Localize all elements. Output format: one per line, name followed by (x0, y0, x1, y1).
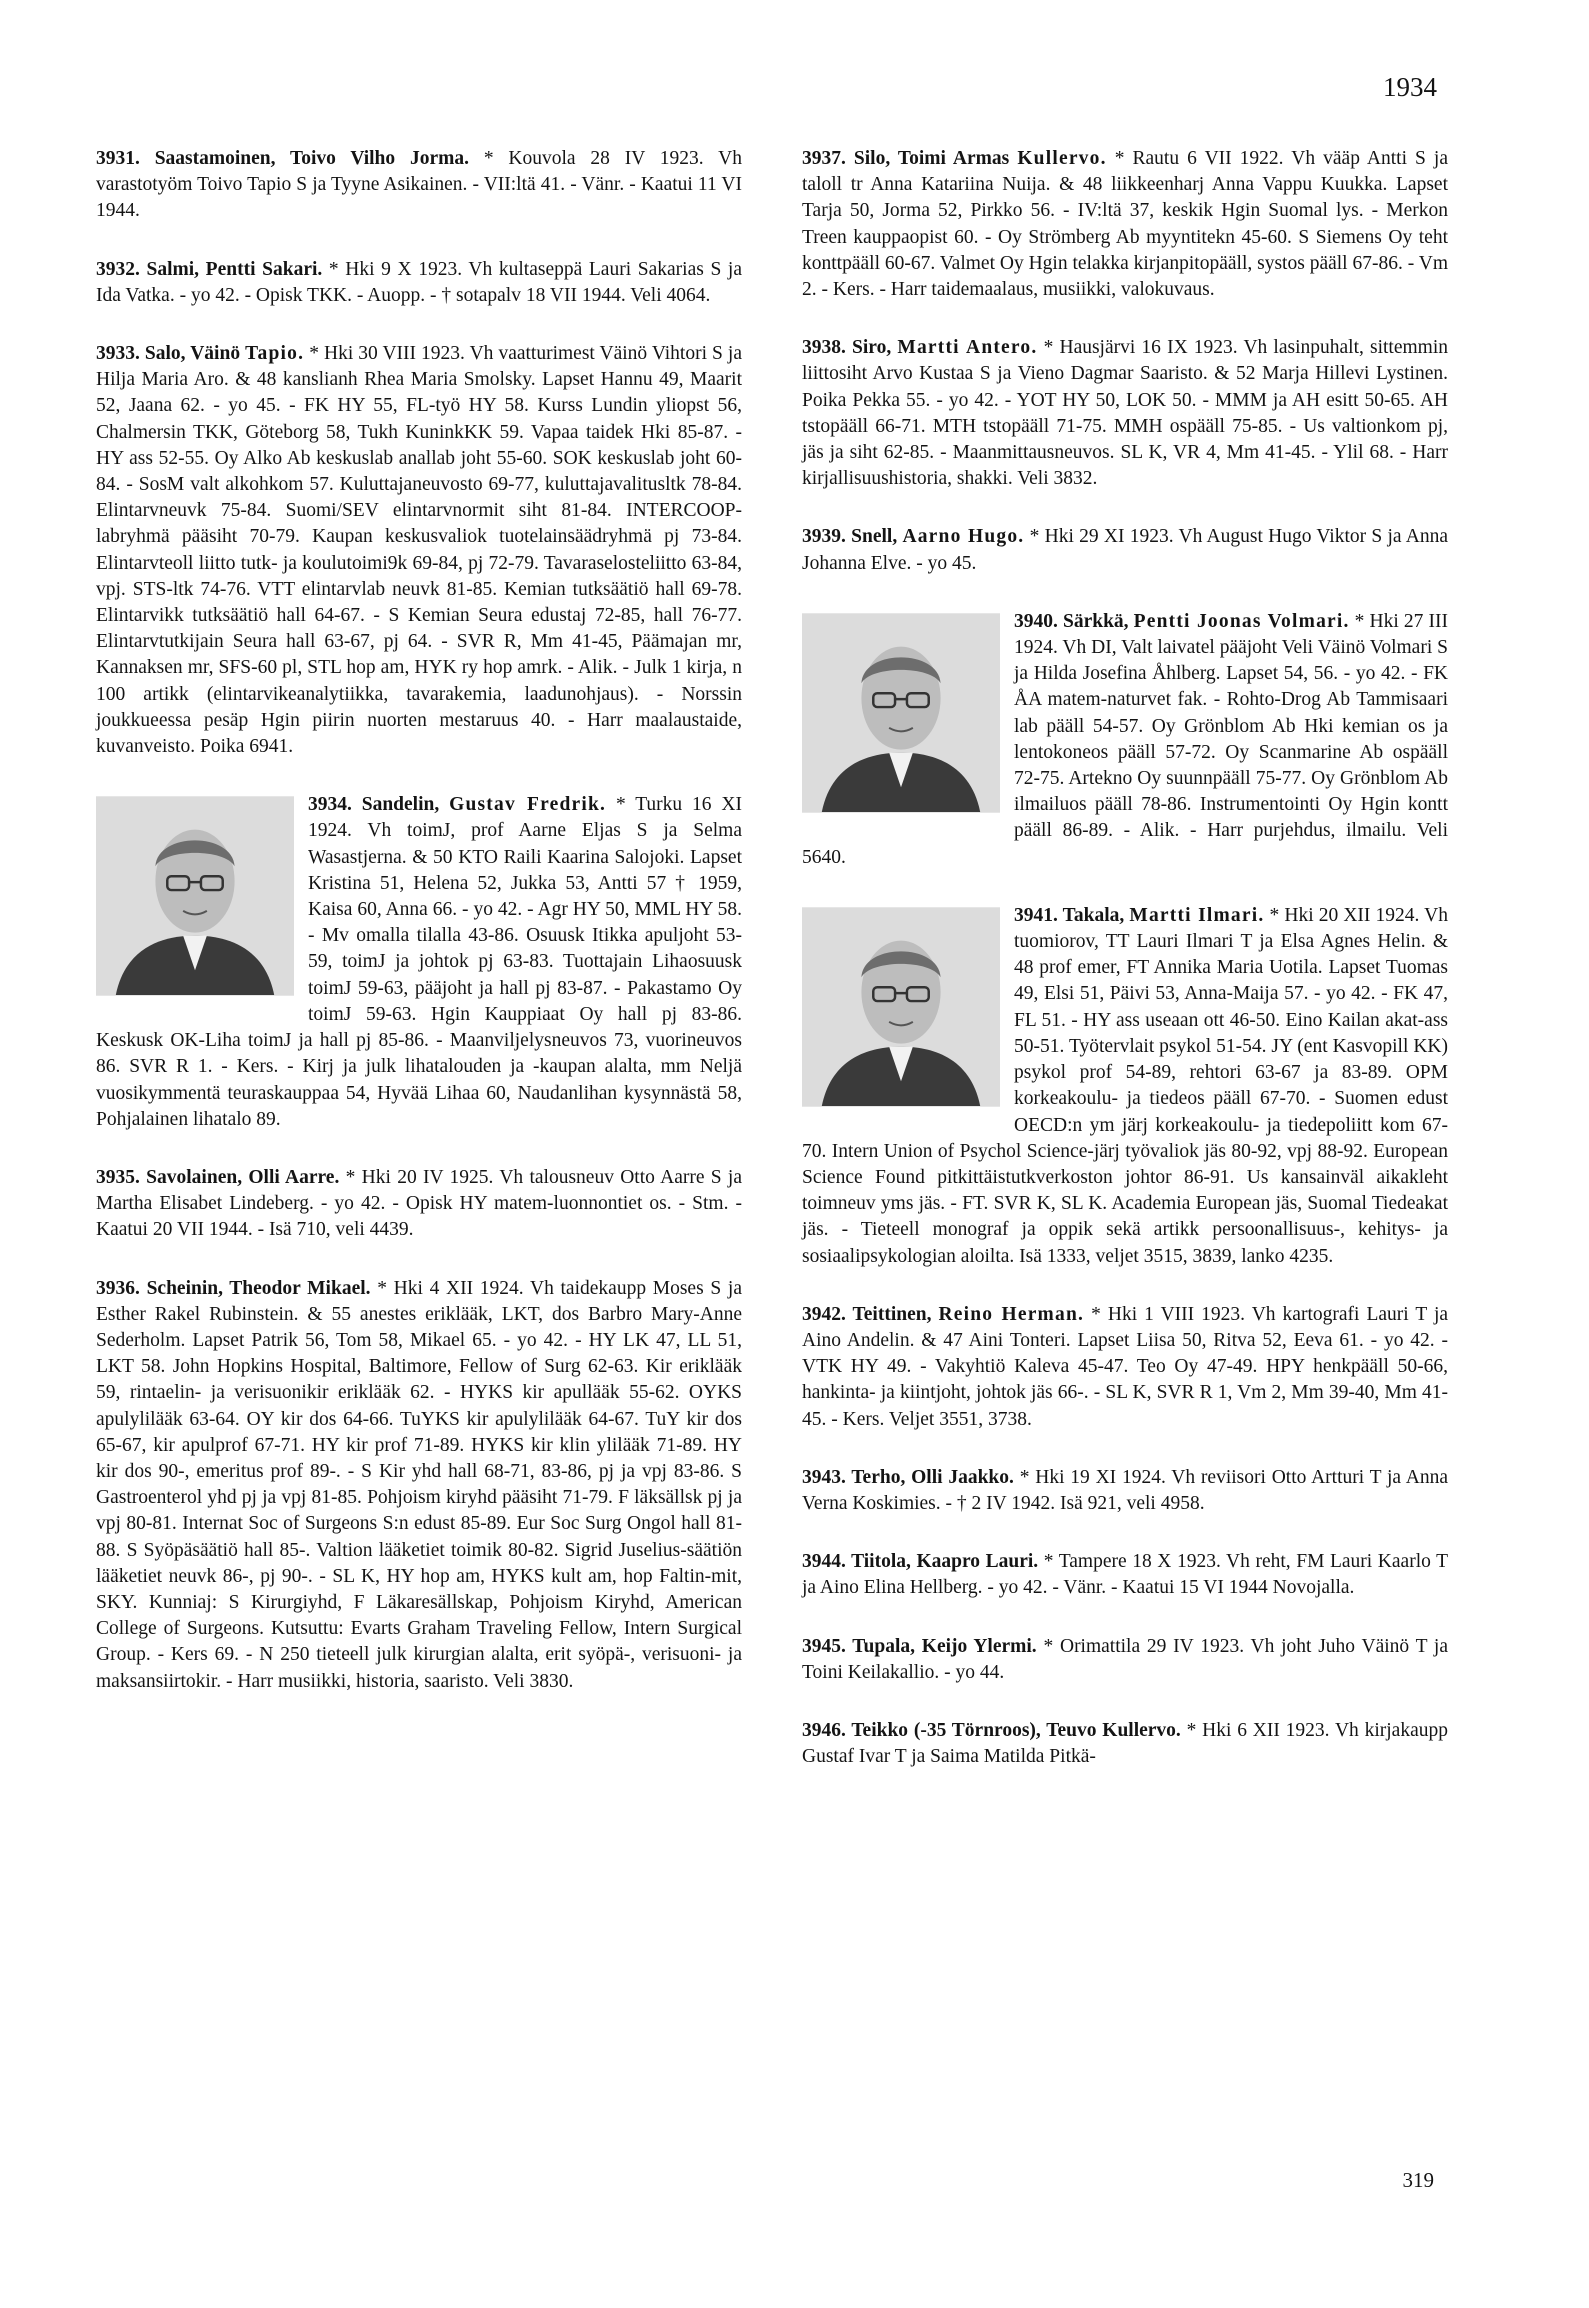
entry-heading (802, 148, 1107, 169)
biography-entry-3942 (802, 1302, 1448, 1433)
entry-heading-text: 3939. Snell, (802, 526, 903, 548)
entry-heading (96, 148, 469, 169)
biography-entry-3933 (96, 341, 742, 760)
entry-heading (96, 1278, 371, 1299)
entry-heading-text: 3944. Tiitola, Kaapro Lauri. (802, 1551, 1039, 1573)
biography-entry-3932 (96, 257, 742, 309)
biography-entry-3940 (802, 609, 1448, 871)
entry-heading (96, 259, 322, 280)
entry-heading-spaced: Martti Ilmari. (1129, 904, 1265, 926)
entry-heading (802, 1467, 1014, 1488)
entry-heading (96, 1167, 339, 1188)
entry-heading-spaced: Gustav Fredrik. (449, 794, 607, 816)
portrait-sarkka-photo (802, 613, 1000, 813)
entry-body: * Hki 19 XI 1924. Vh reviisori Otto Artturi T ja Anna Verna Koskimies. - † 2 IV 1942. Isä 921, veli 4958. (802, 1466, 1448, 1514)
biography-entry-3941 (802, 903, 1448, 1270)
entry-heading-spaced: Reino Herman. (938, 1303, 1085, 1325)
biography-entry-3937 (802, 146, 1448, 303)
entry-heading-text: 3937. Silo, Toimi Armas (802, 148, 1018, 169)
entry-heading-spaced: Aarno Hugo. (902, 526, 1025, 548)
entry-heading-text: 3946. Teikko (-35 Törnroos), Teuvo Kullervo. (802, 1719, 1181, 1741)
entry-heading (802, 526, 1024, 547)
entry-heading-text: 3933. Salo, Väinö (96, 343, 246, 365)
entry-body: * Hki 6 XII 1923. Vh kirjakaupp Gustaf Ivar T ja Saima Matilda Pitkä- (802, 1719, 1448, 1768)
biography-entry-3934 (96, 792, 742, 1133)
entry-heading (802, 1304, 1084, 1325)
biography-entry-3944 (802, 1549, 1448, 1601)
entry-body: * Rautu 6 VII 1922. Vh vääp Antti S ja taloll tr Anna Katariina Nuija. & 48 liikkeenharj Anna Vappu Kuukka. Lapset Tarja 50, Jorma 52, Pirkko 56. - IV:ltä 37, keskik Hgin Suomal lys. - Merkon Treen kauppaopist 60. - Oy Strömberg Ab myyntitekn 45-60. S Siemens Oy teht konttpääll 60-67. Valmet Oy Hgin telakka kirjanpitopääll, systos pääll 67-86. - Vm 2. - Kers. - Harr taidemaalaus, musiikki, valokuvaus. (802, 148, 1449, 301)
left-column (96, 146, 742, 1727)
entry-body: * Hki 30 VIII 1923. Vh vaatturimest Väinö Vihtori S ja Hilja Maria Aro. & 48 kanslianh Rhea Maria Smolsky. Lapset Hannu 49, Maarit 52, Jaana 62. - yo 45. - FK HY 55, FL-työ HY 58. Kurss Lundin yliopst 56, Chalmersin TKK, Göteborg 58, Tukh KuninkKK 59. Vapaa taidek Hki 85-87. - HY ass 52-55. Oy Alko Ab keskuslab anallab joht 55-60. SOK keskuslab joht 60-84. - SosM valt alkohkom 57. Kuluttajaneuvosto 69-77, kuluttajavalitusltk 78-84. Elintarvneuvk 75-84. Suomi/SEV elintarvnormit siht 81-84. INTERCOOP-labryhmä pääsiht 70-79. Kaupan keskusvaliok tuotelainsäädryhmä pj 73-84. Elintarvteoll liitto tutk- ja koulutoimi9k 69-84, pj 72-79. Tavaraselosteliitto 63-84, vpj. STS-ltk 74-76. VTT elintarvlab neuvk 81-85. Kemian tutksäätiö hall 69-78. Elintarvikk tutksäätiö hall 64-67. - S Kemian Seura edustaj 72-85, hall 76-77. Elintarvtutkijain Seura hall 63-67, pj 64. - SVR R, Mm 41-45, Päämajan mr, Kannaksen mr, SFS-60 pl, STL hop am, HYK ry hop amrk. - Alik. - Julk 1 kirja, n 100 artikk (elintarvikeanalytiikka, tavarakemia, laadunohjaus). - Norssin joukkueessa pesäp Hgin piirin nuorten mestaruus 40. - Harr maalaustaide, kuvanveisto. Poika 6941. (96, 343, 742, 758)
entry-heading-text: 3938. Siro, (802, 337, 898, 359)
entry-heading-text: 3931. Saastamoinen, Toivo Vilho Jorma. (96, 148, 470, 169)
entry-heading-text: 3935. Savolainen, Olli Aarre. (96, 1166, 340, 1188)
entry-body: * Tampere 18 X 1923. Vh reht, FM Lauri Kaarlo T ja Aino Elina Hellberg. - yo 42. - Vänr. - Kaatui 15 VI 1944 Novojalla. (802, 1551, 1448, 1599)
entry-heading-spaced: Pentti Joonas Volmari. (1133, 610, 1350, 632)
entry-heading (1014, 611, 1350, 632)
entry-heading (1014, 905, 1264, 926)
entry-body: * Hki 27 III 1924. Vh DI, Valt laivatel pääjoht Veli Väinö Volmari S ja Hilda Josefina Åhlberg. Lapset 54, 56. - yo 42. - FK ÅA matem-naturvet fak. - Rohto-Drog Ab Tammisaari lab pääll 54-57. Oy Grönblom Ab Hki kemian os ja lentokoneos pääll 57-72. Oy Scanmarine Ab ospääll 72-75. Artekno Oy suunnpääll 75-77. Oy Grönblom Ab ilmailuos pääll 78-86. Instrumentointi Oy Hgin kontt pääll 86-89. - Alik. - Harr purjehdus, ilmailu. Veli 5640. (802, 610, 1448, 868)
entry-body: * Kouvola 28 IV 1923. Vh varastotyöm Toivo Tapio S ja Tyyne Asikainen. - VII:ltä 41. - Vänr. - Kaatui 11 VI 1944. (96, 148, 742, 222)
entry-heading (308, 794, 606, 815)
biography-entry-3931 (96, 146, 742, 225)
portrait-takala-photo (802, 907, 1000, 1107)
entry-heading-text: 3943. Terho, Olli Jaakko. (802, 1466, 1014, 1488)
entry-heading (802, 1636, 1037, 1657)
biography-entry-3945 (802, 1634, 1448, 1686)
biography-entry-3939 (802, 524, 1448, 576)
entry-heading-text: 3941. Takala, (1014, 904, 1130, 926)
entry-heading-spaced: Tapio. (245, 343, 305, 365)
entry-heading (802, 1720, 1181, 1741)
page-year: 1934 (1383, 72, 1437, 102)
right-column (802, 146, 1448, 1802)
biography-entry-3936 (96, 1276, 742, 1695)
entry-heading-text: 3945. Tupala, Keijo Ylermi. (802, 1635, 1037, 1657)
entry-heading (96, 343, 304, 364)
entry-heading-text: 3940. Särkkä, (1014, 610, 1134, 632)
page-number: 319 (1402, 2168, 1434, 2192)
biography-entry-3943 (802, 1465, 1448, 1517)
biography-entry-3938 (802, 335, 1448, 492)
entry-heading-spaced: Kullervo. (1017, 148, 1107, 169)
entry-body: * Hki 4 XII 1924. Vh taidekaupp Moses S ja Esther Rakel Rubinstein. & 55 anestes eriklääk, LKT, dos Barbro Mary-Anne Sederholm. Lapset Patrik 56, Tom 58, Mikael 65. - yo 42. - HY LK 47, LL 51, LKT 58. John Hopkins Hospital, Baltimore, Fellow of Surg 62-63. Kir eriklääk 59, rintaelin- ja verisuonikir eriklääk 62. - HYKS kir apullääk 55-62. OYKS apulylilääk 63-64. OY kir dos 64-66. TuYKS kir apulylilääk 64-67. TuY kir dos 65-67, kir apulprof 67-71. HY kir prof 71-89. HYKS kir klin ylilääk 71-89. HY kir dos 90-, emeritus prof 89-. - S Kir yhd hall 68-71, 83-86, pj ja vpj 83-86. S Gastroenterol yhd pj ja vpj 81-85. Pohjoism kiryhd pääsiht 71-79. F läksällsk pj ja vpj 80-81. Internat Soc of Surgeons S:n edust 85-89. Eur Soc Surg Ongol hall 81-88. S Syöpäsäätiö hall 85-. Valtion lääketiet toimik 80-82. Sigrid Juselius-säätiön lääketiet neuvk 86-, pj 90-. - SL K, HY hop am, HYKS kult am, hop Faltin-mit, SKY. Kunniaj: S Kirurgiyhd, F Läkaresällskap, Pohjoism Kiryhd, American College of Surgeons. Kutsuttu: Evarts Graham Traveling Fellow, Intern Surgical Group. - Kers 69. - N 250 tieteell julk kirurgian alalta, erit syöpä-, verisuoni- ja maksansiirtokir. - Harr musiikki, historia, saaristo. Veli 3830. (96, 1277, 742, 1692)
entry-body: * Hki 20 IV 1925. Vh talousneuv Otto Aarre S ja Martha Elisabet Lindeberg. - yo 42. - Opisk HY matem-luonnontiet os. - Stm. - Kaatui 20 VII 1944. - Isä 710, veli 4439. (96, 1166, 742, 1241)
entry-heading (802, 337, 1037, 358)
entry-body: * Orimattila 29 IV 1923. Vh joht Juho Väinö T ja Toini Keilakallio. - yo 44. (802, 1635, 1448, 1683)
entry-body: * Hki 20 XII 1924. Vh tuomiorov, TT Lauri Ilmari T ja Elsa Agnes Helin. & 48 prof emer, FT Annika Maria Uotila. Lapset Tuomas 49, Elsi 51, Päivi 53, Anna-Maija 57. - yo 42. - FK 47, FL 51. - HY ass useaan ott 46-50. Eino Kailan akat-ass 50-51. Työtervlait psykol 51-54. JY (ent Kasvopill KK) psykol prof 54-89, rehtori 63-67 ja 83-89. OPM korkeakoulu- ja tiedeos pääll 67-70. - Suomen edust OECD:n ym järj korkeakoulu- ja tiedepoliitt kom 67-70. Intern Union of Psychol Science-järj työvaliok jäs 80-92, vpj 88-92. European Science Found pitkittäistutkverkoston johtor 86-91. Us kansainväl aikakleht toimneuv yms jäs. - FT. SVR K, SL K. Academia European jäs, Suomal Tiedeakat jäs. - Tieteell monograf ja oppik sekä artikk persoonallisuus-, kehitys- ja sosiaalipsykologian aloilta. Isä 1333, veljet 3515, 3839, lanko 4235. (802, 904, 1448, 1267)
entry-heading (802, 1551, 1038, 1572)
entry-body: * Hki 29 XI 1923. Vh August Hugo Viktor S ja Anna Johanna Elve. - yo 45. (802, 526, 1448, 574)
entry-heading-text: 3942. Teittinen, (802, 1303, 939, 1325)
portrait-sandelin-photo (96, 796, 294, 996)
biography-entry-3935 (96, 1165, 742, 1244)
entry-body: * Hki 1 VIII 1923. Vh kartografi Lauri T ja Aino Andelin. & 47 Aini Tonteri. Lapset Liisa 50, Ritva 52, Eeva 61. - yo 42. - VTK HY 49. - Vakyhtiö Kaleva 45-47. Teo Oy 47-49. HPY henkpääll 50-66, hankinta- ja kiintjoht, johtok jäs 66-. - SL K, SVR R 1, Vm 2, Mm 39-40, Mm 41-45. - Kers. Veljet 3551, 3738. (802, 1303, 1449, 1430)
entry-heading-spaced: Martti Antero. (897, 337, 1038, 359)
biography-entry-3946 (802, 1718, 1448, 1770)
entry-body: * Hki 9 X 1923. Vh kultaseppä Lauri Sakarias S ja Ida Vatka. - yo 42. - Opisk TKK. - Auopp. - † sotapalv 18 VII 1944. Veli 4064. (96, 258, 742, 306)
entry-body: * Hausjärvi 16 IX 1923. Vh lasinpuhalt, sittemmin liittosiht Arvo Kustaa S ja Vieno Dagmar Saaristo. & 52 Marja Hillevi Lystinen. Poika Pekka 55. - yo 42. - YOT HY 50, LOK 50. - MMM ja AH esitt 50-65. AH tstopääll 66-71. MTH tstopääll 71-75. MMH ospääll 75-85. - Us valtionkom pj, jäs ja siht 62-85. - Maanmittausneuvos. SL K, VR 4, Mm 41-45. - Ylil 68. - Harr kirjallisuushistoria, shakki. Veli 3832. (802, 337, 1449, 490)
entry-heading-text: 3936. Scheinin, Theodor Mikael. (96, 1277, 371, 1299)
entry-body: * Turku 16 XI 1924. Vh toimJ, prof Aarne Eljas S ja Selma Wasastjerna. & 50 KTO Raili Kaarina Salojoki. Lapset Kristina 51, Helena 52, Jukka 53, Antti 57 † 1959, Kaisa 60, Anna 66. - yo 42. - Agr HY 50, MML HY 58. - Mv omalla tilalla 43-86. Osuusk Itikka apuljoht 53-59, toimJ ja johtok pj 63-83. Tuottajain Lihaosuusk toimJ 59-63, pääjoht ja hall pj 83-87. - Pakastamo Oy toimJ 59-63. Hgin Kauppiaat Oy hall pj 83-86. Keskusk OK-Liha toimJ ja hall pj 85-86. - Maanviljelysneuvos 73, vuorineuvos 86. SVR R 1. - Kers. - Kirj ja julk lihatalouden ja -kaupan alalta, mm Neljä vuosikymmentä teuraskauppaa 54, Hyvää Lihaa 60, Naudanlihan kysynnästä 58, Pohjalainen lihatalo 89. (96, 794, 742, 1130)
entry-heading-text: 3934. Sandelin, (308, 794, 450, 816)
entry-heading-text: 3932. Salmi, Pentti Sakari. (96, 258, 323, 280)
